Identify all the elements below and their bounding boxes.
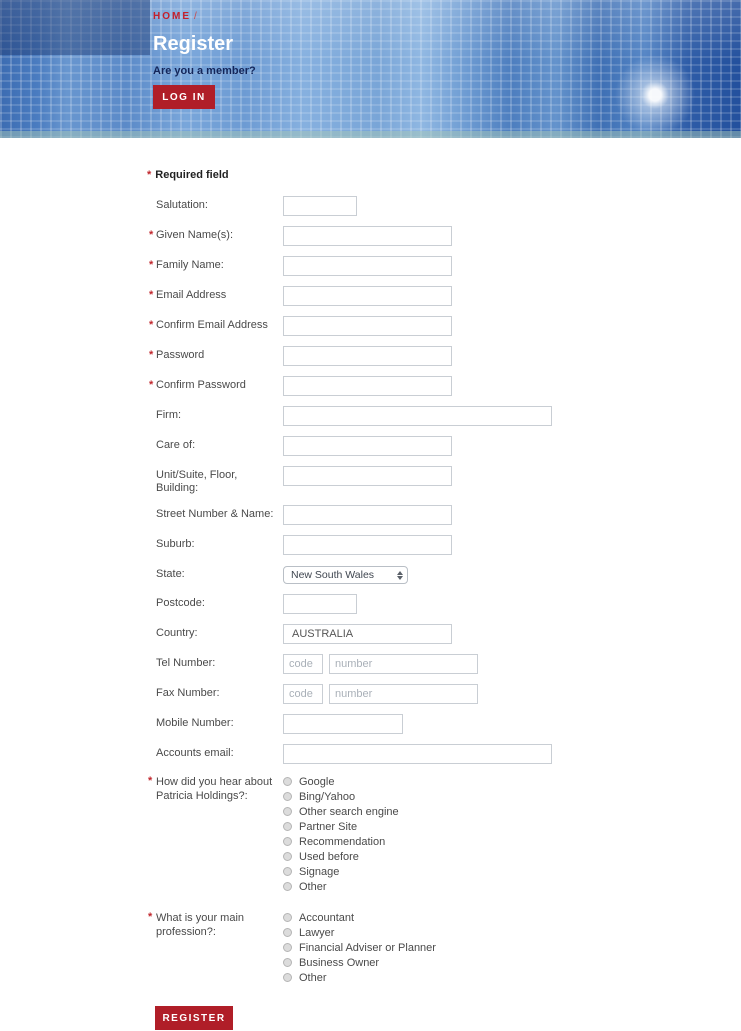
password-input[interactable] xyxy=(283,346,452,366)
breadcrumb xyxy=(153,11,256,22)
radio-group-profession xyxy=(147,910,741,985)
field-label: Street Number & Name: xyxy=(156,508,274,520)
radio-icon[interactable] xyxy=(283,867,292,876)
radio-icon[interactable] xyxy=(283,943,292,952)
breadcrumb-home-link[interactable]: HOME xyxy=(153,11,191,22)
form-row-given-name xyxy=(147,226,741,246)
radio-icon[interactable] xyxy=(283,792,292,801)
form-row-fax xyxy=(147,684,741,704)
unit-suite-input[interactable] xyxy=(283,466,452,486)
radio-option-accountant[interactable] xyxy=(283,910,436,925)
required-asterisk: * xyxy=(149,319,154,331)
login-button[interactable]: LOG IN xyxy=(153,85,215,109)
tel-number-input[interactable] xyxy=(329,654,478,674)
mobile-input[interactable] xyxy=(283,714,403,734)
form-row-care-of xyxy=(147,436,741,456)
state-select[interactable] xyxy=(283,566,408,584)
fax-number-input[interactable] xyxy=(329,684,478,704)
required-asterisk: * xyxy=(148,775,153,787)
required-asterisk: * xyxy=(147,169,152,181)
page-title: Register xyxy=(153,33,234,55)
email-input[interactable] xyxy=(283,286,452,306)
register-button[interactable]: REGISTER xyxy=(155,1006,233,1030)
confirm-password-input[interactable] xyxy=(283,376,452,396)
family-name-input[interactable] xyxy=(283,256,452,276)
field-label: * Confirm Password xyxy=(149,379,246,391)
field-label: Postcode: xyxy=(156,597,205,609)
field-label: Tel Number: xyxy=(156,657,216,669)
field-label: Fax Number: xyxy=(156,687,220,699)
radio-label: Partner Site xyxy=(299,820,358,833)
suburb-input[interactable] xyxy=(283,535,452,555)
radio-option-profession-other[interactable] xyxy=(283,970,436,985)
form-row-state xyxy=(147,565,741,584)
field-label: * Email Address xyxy=(149,289,227,301)
radio-label: Other search engine xyxy=(299,805,399,818)
group-label: * How did you hear about Patricia Holdings?: xyxy=(148,775,273,802)
country-input[interactable] xyxy=(283,624,452,644)
form-row-mobile xyxy=(147,714,741,734)
field-label: Suburb: xyxy=(156,538,195,550)
field-label: State: xyxy=(156,568,185,580)
field-label: * Confirm Email Address xyxy=(149,319,268,331)
radio-icon[interactable] xyxy=(283,928,292,937)
hero-banner xyxy=(0,0,741,138)
field-label: * Password xyxy=(149,349,205,361)
field-label: Unit/Suite, Floor, Building: xyxy=(156,469,238,494)
radio-label: Bing/Yahoo xyxy=(299,790,356,803)
radio-option-business-owner[interactable] xyxy=(283,955,436,970)
radio-icon[interactable] xyxy=(283,777,292,786)
form-row-confirm-email xyxy=(147,316,741,336)
confirm-email-input[interactable] xyxy=(283,316,452,336)
field-label: * Given Name(s): xyxy=(149,229,234,241)
member-prompt: Are you a member? xyxy=(153,65,256,77)
radio-label: Google xyxy=(299,775,335,788)
radio-label: Lawyer xyxy=(299,926,335,939)
form-row-email xyxy=(147,286,741,306)
field-label: Accounts email: xyxy=(156,747,234,759)
street-input[interactable] xyxy=(283,505,452,525)
breadcrumb-separator: / xyxy=(194,11,199,22)
form-row-tel xyxy=(147,654,741,674)
care-of-input[interactable] xyxy=(283,436,452,456)
radio-option-google[interactable] xyxy=(283,774,399,789)
required-asterisk: * xyxy=(149,229,154,241)
tel-code-input[interactable] xyxy=(283,654,323,674)
radio-label: Signage xyxy=(299,865,340,878)
radio-icon[interactable] xyxy=(283,913,292,922)
field-label: * Family Name: xyxy=(149,259,224,271)
form-row-family-name xyxy=(147,256,741,276)
radio-group-hear-about xyxy=(147,774,741,894)
radio-icon[interactable] xyxy=(283,822,292,831)
radio-option-financial-adviser[interactable] xyxy=(283,940,436,955)
firm-input[interactable] xyxy=(283,406,552,426)
field-label: Firm: xyxy=(156,409,182,421)
form-row-unit-suite xyxy=(147,466,741,495)
form-row-password xyxy=(147,346,741,366)
salutation-input[interactable] xyxy=(283,196,357,216)
form-row-accounts-email xyxy=(147,744,741,764)
field-label: Country: xyxy=(156,627,198,639)
radio-option-signage[interactable] xyxy=(283,864,399,879)
field-label: Mobile Number: xyxy=(156,717,234,729)
form-row-confirm-password xyxy=(147,376,741,396)
select-stepper-icon xyxy=(397,571,403,580)
accounts-email-input[interactable] xyxy=(283,744,552,764)
register-form xyxy=(0,169,741,1030)
radio-label: Used before xyxy=(299,850,359,863)
radio-icon[interactable] xyxy=(283,852,292,861)
radio-icon[interactable] xyxy=(283,958,292,967)
form-row-suburb xyxy=(147,535,741,555)
given-name-input[interactable] xyxy=(283,226,452,246)
state-select-value: New South Wales xyxy=(291,569,375,581)
required-field-note: * Required field xyxy=(147,169,229,181)
radio-icon[interactable] xyxy=(283,973,292,982)
radio-option-lawyer[interactable] xyxy=(283,925,436,940)
form-row-country xyxy=(147,624,741,644)
form-row-firm xyxy=(147,406,741,426)
radio-label: Other xyxy=(299,880,327,893)
form-row-salutation xyxy=(147,196,741,216)
radio-option-partner-site[interactable] xyxy=(283,819,399,834)
required-asterisk: * xyxy=(149,349,154,361)
radio-icon[interactable] xyxy=(283,837,292,846)
radio-label: Financial Adviser or Planner xyxy=(299,941,436,954)
postcode-input[interactable] xyxy=(283,594,357,614)
field-label: Care of: xyxy=(156,439,196,451)
radio-icon[interactable] xyxy=(283,882,292,891)
radio-label: Recommendation xyxy=(299,835,386,848)
radio-option-other-search[interactable] xyxy=(283,804,399,819)
radio-option-recommendation[interactable] xyxy=(283,834,399,849)
radio-label: Business Owner xyxy=(299,956,380,969)
required-asterisk: * xyxy=(149,379,154,391)
radio-option-hear-other[interactable] xyxy=(283,879,399,894)
radio-icon[interactable] xyxy=(283,807,292,816)
radio-option-used-before[interactable] xyxy=(283,849,399,864)
field-label: Salutation: xyxy=(156,199,208,211)
form-row-street xyxy=(147,505,741,525)
form-row-postcode xyxy=(147,594,741,614)
required-asterisk: * xyxy=(149,259,154,271)
radio-label: Other xyxy=(299,971,327,984)
radio-label: Accountant xyxy=(299,911,355,924)
required-asterisk: * xyxy=(149,289,154,301)
group-label: * What is your main profession?: xyxy=(148,911,245,938)
required-asterisk: * xyxy=(148,911,153,923)
fax-code-input[interactable] xyxy=(283,684,323,704)
radio-option-bing-yahoo[interactable] xyxy=(283,789,399,804)
